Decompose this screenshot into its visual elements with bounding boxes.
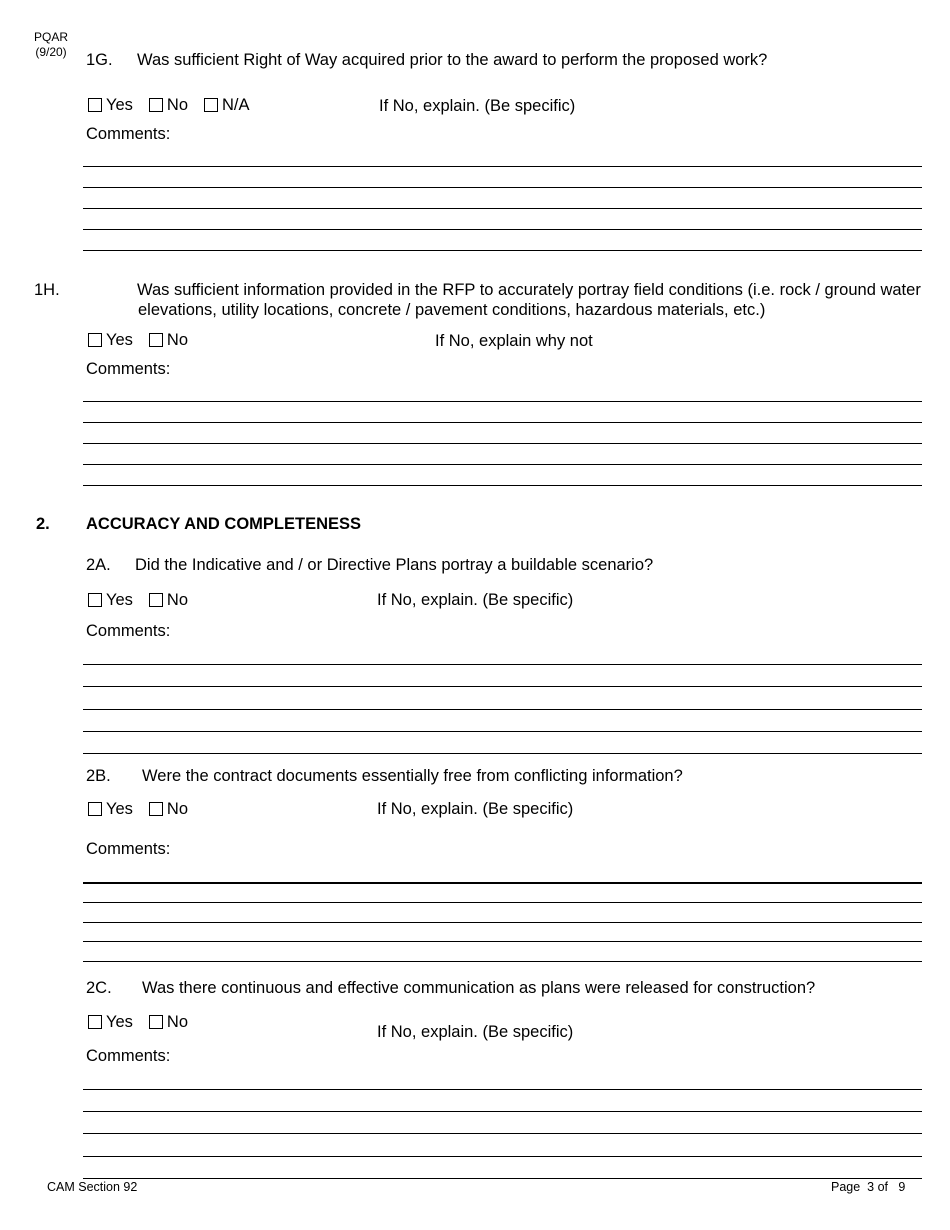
question-text: Was sufficient Right of Way acquired prior to the award to perform the proposed work?: [137, 51, 768, 69]
footer-section: CAM Section 92: [47, 1180, 138, 1194]
checkbox-no-2a[interactable]: [149, 590, 188, 610]
option-label: No: [166, 1013, 189, 1031]
comment-line[interactable]: [83, 1089, 922, 1090]
question-number: 2B.: [86, 767, 111, 785]
question-1h: [34, 280, 950, 320]
checkbox-box[interactable]: [149, 98, 163, 112]
options-2a: [88, 590, 204, 610]
checkbox-box[interactable]: [88, 98, 102, 112]
question-text: Was sufficient information provided in the RFP to accurately portray field conditions (i.e. rock / ground water elevations, utility locations, concrete / pavement conditions, hazardous materials, etc.): [137, 281, 921, 319]
question-number: 2A.: [86, 556, 111, 574]
footer-page-number: Page 3 of 9: [831, 1180, 906, 1194]
comment-line[interactable]: [83, 686, 922, 687]
option-label: Yes: [106, 96, 133, 114]
checkbox-box[interactable]: [88, 593, 102, 607]
checkbox-na-1g[interactable]: [204, 95, 250, 115]
option-label: Yes: [106, 591, 133, 609]
checkbox-no-1h[interactable]: [149, 330, 188, 350]
comments-label-1g: Comments:: [86, 125, 171, 143]
checkbox-no-2b[interactable]: [149, 799, 188, 819]
comment-line[interactable]: [83, 709, 922, 710]
question-number: 1H.: [34, 281, 60, 299]
form-id: [34, 30, 68, 60]
checkbox-box[interactable]: [149, 802, 163, 816]
checkbox-no-2c[interactable]: [149, 1012, 188, 1032]
comment-line[interactable]: [83, 166, 922, 167]
checkbox-box[interactable]: [204, 98, 218, 112]
comment-line[interactable]: [83, 229, 922, 230]
option-label: No: [166, 331, 189, 349]
explain-label-2c: If No, explain. (Be specific): [377, 1023, 574, 1041]
checkbox-box[interactable]: [88, 333, 102, 347]
option-label: No: [166, 591, 189, 609]
option-label: No: [166, 96, 189, 114]
comment-line[interactable]: [83, 882, 922, 884]
checkbox-box[interactable]: [149, 333, 163, 347]
question-number: 2C.: [86, 979, 112, 997]
comment-line[interactable]: [83, 1133, 922, 1134]
checkbox-yes-1h[interactable]: [88, 330, 133, 350]
option-label: No: [166, 800, 189, 818]
comment-line[interactable]: [83, 250, 922, 251]
checkbox-yes-1g[interactable]: [88, 95, 133, 115]
comment-line[interactable]: [83, 902, 922, 903]
option-label: Yes: [106, 800, 133, 818]
comment-line[interactable]: [83, 664, 922, 665]
comments-label-1h: Comments:: [86, 360, 171, 378]
question-number: 1G.: [86, 51, 113, 69]
options-1h: [88, 330, 204, 350]
section-number: 2.: [36, 515, 50, 533]
comment-line[interactable]: [83, 941, 922, 942]
checkbox-no-1g[interactable]: [149, 95, 188, 115]
option-label: Yes: [106, 331, 133, 349]
checkbox-box[interactable]: [88, 1015, 102, 1029]
comment-line[interactable]: [83, 753, 922, 754]
comment-line[interactable]: [83, 731, 922, 732]
comments-label-2c: Comments:: [86, 1047, 171, 1065]
comment-line[interactable]: [83, 208, 922, 209]
question-text: Did the Indicative and / or Directive Plans portray a buildable scenario?: [135, 556, 654, 574]
question-2b: [86, 766, 683, 786]
option-label: Yes: [106, 1013, 133, 1031]
comment-line[interactable]: [83, 401, 922, 402]
explain-label-1g: If No, explain. (Be specific): [379, 97, 576, 115]
question-text: Were the contract documents essentially free from conflicting information?: [142, 767, 683, 785]
form-date: (9/20): [35, 45, 67, 59]
section-title: ACCURACY AND COMPLETENESS: [86, 515, 362, 533]
question-text: Was there continuous and effective communication as plans were released for construction?: [142, 979, 816, 997]
question-2c: [86, 978, 815, 998]
comments-label-2a: Comments:: [86, 622, 171, 640]
options-2c: [88, 1012, 204, 1032]
question-2a: [86, 555, 653, 575]
comment-line[interactable]: [83, 1156, 922, 1157]
comment-line[interactable]: [83, 922, 922, 923]
comment-line[interactable]: [83, 961, 922, 962]
checkbox-box[interactable]: [88, 802, 102, 816]
comment-line[interactable]: [83, 443, 922, 444]
question-1g: [86, 50, 767, 70]
option-label: N/A: [222, 96, 250, 114]
options-1g: [88, 95, 266, 115]
checkbox-yes-2b[interactable]: [88, 799, 133, 819]
comments-label-2b: Comments:: [86, 840, 171, 858]
comment-line[interactable]: [83, 464, 922, 465]
options-2b: [88, 799, 204, 819]
form-code: PQAR: [34, 30, 69, 44]
checkbox-yes-2a[interactable]: [88, 590, 133, 610]
comment-line[interactable]: [83, 187, 922, 188]
explain-label-1h: If No, explain why not: [435, 332, 593, 350]
explain-label-2b: If No, explain. (Be specific): [377, 800, 574, 818]
comment-line[interactable]: [83, 485, 922, 486]
comment-line[interactable]: [83, 1111, 922, 1112]
footer-rule: [83, 1178, 922, 1179]
checkbox-box[interactable]: [149, 593, 163, 607]
checkbox-yes-2c[interactable]: [88, 1012, 133, 1032]
checkbox-box[interactable]: [149, 1015, 163, 1029]
explain-label-2a: If No, explain. (Be specific): [377, 591, 574, 609]
comment-line[interactable]: [83, 422, 922, 423]
